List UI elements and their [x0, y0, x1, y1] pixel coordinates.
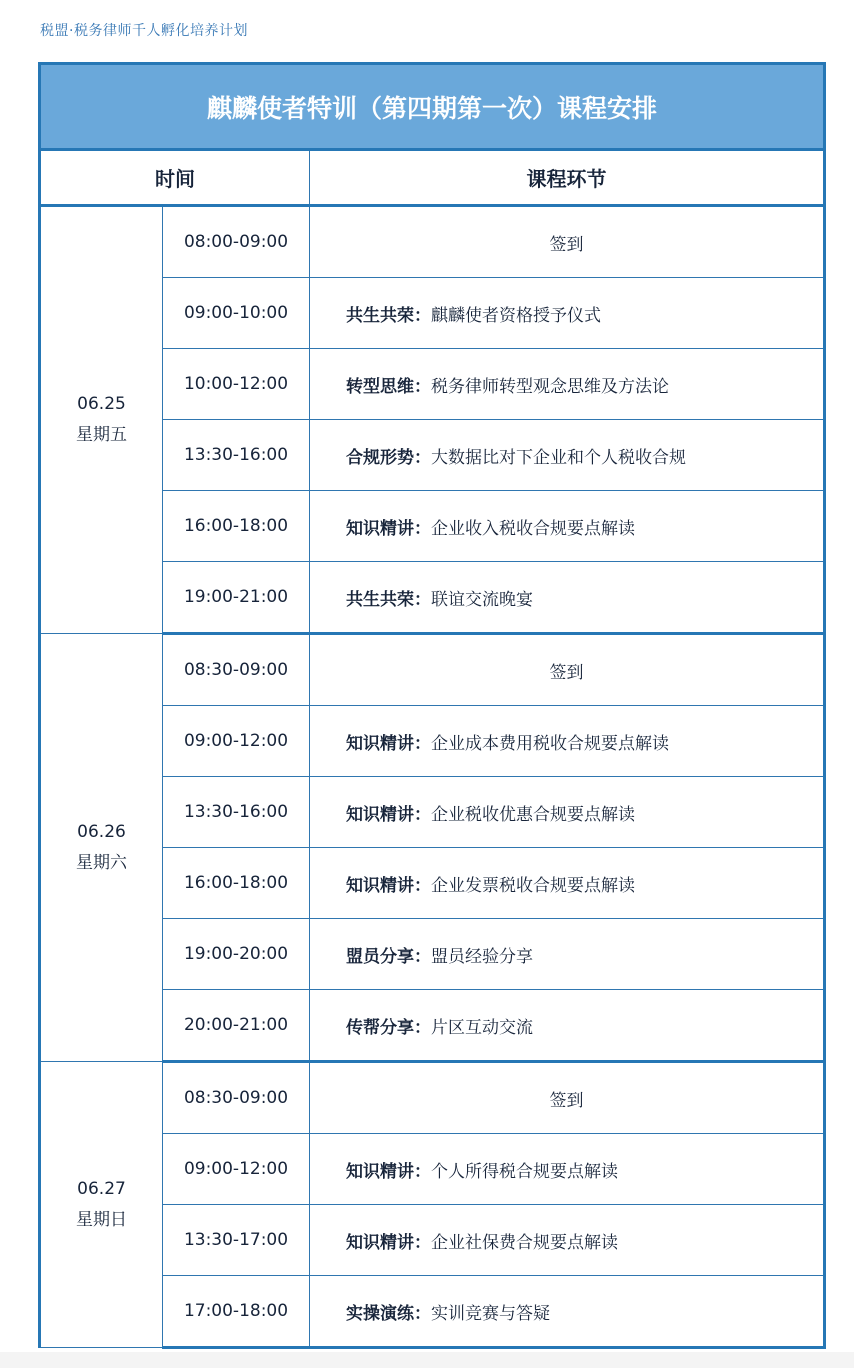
course-cell: [310, 990, 825, 1062]
course-category: 共生共荣：: [346, 589, 431, 610]
time-slot: 17:00-18:00: [163, 1276, 310, 1348]
course-category: 转型思维：: [346, 376, 431, 397]
day-date: 06.25: [77, 394, 126, 414]
course-cell: [310, 349, 825, 420]
schedule-row: [40, 634, 825, 706]
course-cell: [310, 1134, 825, 1205]
course-cell: [310, 706, 825, 777]
course-category: 传帮分享：: [346, 1017, 431, 1038]
course-cell: [310, 1062, 825, 1134]
day-date: 06.26: [77, 821, 126, 842]
schedule-table: [38, 62, 826, 1349]
time-slot: 09:00-12:00: [163, 1134, 310, 1205]
course-content: 企业成本费用税收合规要点解读: [431, 733, 669, 754]
time-slot: 13:30-16:00: [163, 420, 310, 491]
course-category: 知识精讲：: [346, 733, 431, 754]
time-slot: 08:00-09:00: [163, 206, 310, 278]
time-slot: 10:00-12:00: [163, 349, 310, 420]
course-cell: [310, 491, 825, 562]
course-content: 片区互动交流: [431, 1017, 533, 1038]
column-header-course: 课程环节: [310, 150, 825, 206]
breadcrumb: 税盟·税务律师千人孵化培养计划: [40, 23, 248, 39]
course-content: 联谊交流晚宴: [431, 589, 533, 610]
day-weekday: 星期日: [76, 1209, 127, 1230]
course-category: 合规形势：: [346, 447, 431, 468]
course-cell: [310, 562, 825, 634]
course-category: 知识精讲：: [346, 1161, 431, 1182]
course-category: 知识精讲：: [346, 804, 431, 825]
course-category: 实操演练：: [346, 1303, 431, 1324]
course-category: 盟员分享：: [346, 946, 431, 967]
course-content: 税务律师转型观念思维及方法论: [431, 376, 669, 397]
time-slot: 16:00-18:00: [163, 848, 310, 919]
course-cell: [310, 848, 825, 919]
course-content: 签到: [549, 234, 584, 255]
course-content: 企业收入税收合规要点解读: [431, 518, 635, 539]
day-date: 06.27: [77, 1178, 126, 1199]
time-slot: 16:00-18:00: [163, 491, 310, 562]
time-slot: 08:30-09:00: [163, 1062, 310, 1134]
course-cell: [310, 777, 825, 848]
day-weekday: 星期六: [76, 852, 127, 873]
time-slot: 08:30-09:00: [163, 634, 310, 706]
course-content: 签到: [549, 662, 584, 683]
schedule-title: 麒麟使者特训（第四期第一次）课程安排: [40, 64, 825, 150]
schedule-row: [40, 206, 825, 278]
schedule-row: [40, 1062, 825, 1134]
course-cell: [310, 1276, 825, 1348]
time-slot: 09:00-10:00: [163, 278, 310, 349]
day-cell: [40, 206, 163, 634]
course-cell: [310, 1205, 825, 1276]
day-cell: [40, 1062, 163, 1348]
time-slot: 19:00-21:00: [163, 562, 310, 634]
course-cell: [310, 206, 825, 278]
course-content: 盟员经验分享: [431, 946, 533, 967]
time-slot: 13:30-16:00: [163, 777, 310, 848]
course-cell: [310, 278, 825, 349]
time-slot: 13:30-17:00: [163, 1205, 310, 1276]
bottom-strip: [0, 1352, 854, 1368]
time-slot: 20:00-21:00: [163, 990, 310, 1062]
course-category: 共生共荣：: [346, 305, 431, 326]
course-cell: [310, 634, 825, 706]
course-content: 大数据比对下企业和个人税收合规: [431, 447, 686, 468]
course-content: 企业发票税收合规要点解读: [431, 875, 635, 896]
course-content: 签到: [549, 1090, 584, 1111]
course-category: 知识精讲：: [346, 1232, 431, 1253]
schedule-body: [40, 206, 825, 1348]
time-slot: 19:00-20:00: [163, 919, 310, 990]
course-cell: [310, 919, 825, 990]
day-weekday: 星期五: [76, 425, 127, 445]
course-cell: [310, 420, 825, 491]
column-header-time: 时间: [40, 150, 310, 206]
course-content: 企业社保费合规要点解读: [431, 1232, 618, 1253]
course-category: 知识精讲：: [346, 518, 431, 539]
course-content: 实训竞赛与答疑: [431, 1303, 550, 1324]
course-category: 知识精讲：: [346, 875, 431, 896]
course-content: 企业税收优惠合规要点解读: [431, 804, 635, 825]
time-slot: 09:00-12:00: [163, 706, 310, 777]
day-cell: [40, 634, 163, 1062]
course-content: 麒麟使者资格授予仪式: [431, 305, 601, 326]
course-content: 个人所得税合规要点解读: [431, 1161, 618, 1182]
